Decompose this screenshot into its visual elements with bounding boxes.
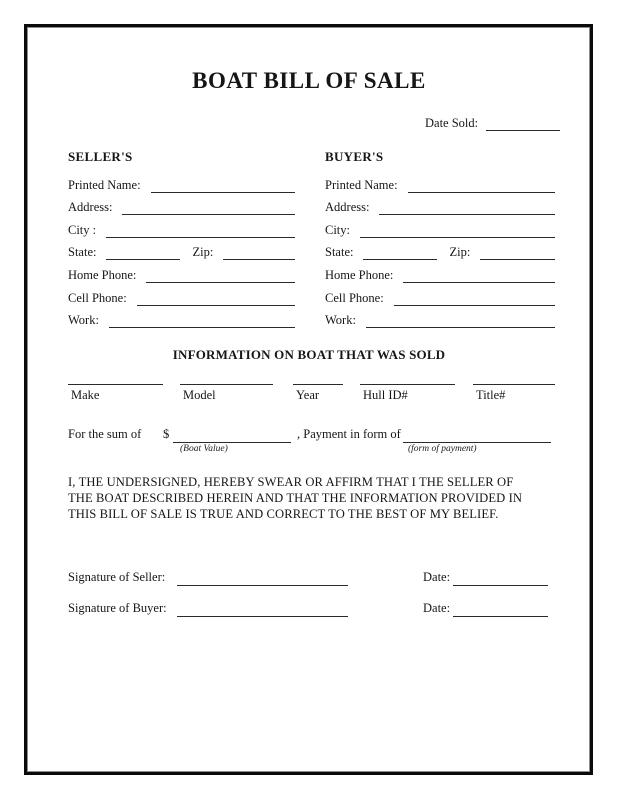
buyer-signature-label: Signature of Buyer: [68, 601, 167, 615]
buyer-printed-name-row [325, 172, 555, 195]
payment-form-field[interactable] [403, 427, 551, 443]
seller-address-field[interactable] [122, 212, 295, 215]
buyer-printed-name-field[interactable] [408, 190, 555, 193]
seller-city-row [68, 217, 295, 240]
buyer-zip-field[interactable] [480, 257, 555, 260]
seller-cell-phone-row [68, 285, 295, 308]
affirmation-paragraph: I, THE UNDERSIGNED, HEREBY SWEAR OR AFFIRM THAT I THE SELLER OF THE BOAT DESCRIBED HEREIN AND THAT THE INFORMATION PROVIDED IN THIS BILL OF SALE IS TRUE AND CORRECT TO THE BEST OF MY BELIEF. [68, 475, 523, 521]
seller-section [68, 149, 295, 330]
buyer-signature-row [68, 601, 555, 618]
seller-state-field[interactable] [106, 257, 180, 260]
buyer-home-phone-field[interactable] [403, 280, 555, 283]
seller-date-label: Date: [423, 570, 451, 584]
dollar-sign: $ [163, 427, 170, 441]
buyer-cell-phone-field[interactable] [394, 303, 555, 306]
seller-zip-label: Zip: [192, 245, 214, 260]
buyer-signature-field[interactable] [177, 601, 348, 617]
seller-address-row [68, 195, 295, 218]
seller-date-field[interactable] [453, 570, 548, 586]
buyer-state-zip-row [325, 240, 555, 263]
buyer-heading: BUYER'S [325, 149, 384, 164]
seller-printed-name-label: Printed Name: [68, 177, 141, 192]
parties-columns [68, 149, 555, 330]
payment-form-label: , Payment in form of [297, 427, 401, 441]
boat-hull-id-cell [360, 383, 455, 403]
buyer-work-row [325, 308, 555, 331]
boat-value-field[interactable] [173, 427, 291, 443]
buyer-city-label: City: [325, 222, 351, 237]
payment-form-note: (form of payment) [408, 444, 477, 454]
date-sold-field[interactable] [486, 117, 560, 131]
buyer-home-phone-row [325, 262, 555, 285]
boat-info-row [68, 383, 555, 403]
buyer-cell-phone-label: Cell Phone: [325, 290, 384, 305]
sum-row [68, 427, 555, 457]
seller-state-zip-row [68, 240, 295, 263]
buyer-work-field[interactable] [366, 325, 555, 328]
seller-city-label: City : [68, 222, 97, 237]
seller-signature-label: Signature of Seller: [68, 570, 166, 584]
buyer-city-row [325, 217, 555, 240]
buyer-section [325, 149, 555, 330]
buyer-work-label: Work: [325, 313, 356, 328]
seller-state-label: State: [68, 245, 97, 260]
buyer-city-field[interactable] [360, 235, 555, 238]
seller-city-field[interactable] [106, 235, 295, 238]
seller-home-phone-row [68, 262, 295, 285]
seller-printed-name-row [68, 172, 295, 195]
buyer-date-field[interactable] [453, 601, 548, 617]
boat-model-label: Model [183, 388, 216, 402]
seller-address-label: Address: [68, 200, 113, 215]
signatures-section [68, 570, 555, 634]
boat-info-heading: INFORMATION ON BOAT THAT WAS SOLD [172, 347, 446, 362]
seller-work-field[interactable] [109, 325, 295, 328]
buyer-home-phone-label: Home Phone: [325, 267, 394, 282]
seller-signature-row [68, 570, 555, 587]
seller-work-label: Work: [68, 313, 99, 328]
date-sold-row [425, 116, 560, 131]
boat-title-number-cell [473, 383, 555, 403]
buyer-state-label: State: [325, 245, 354, 260]
boat-year-cell [293, 383, 343, 403]
document-title: BOAT BILL OF SALE [192, 68, 426, 93]
boat-make-cell [68, 383, 163, 403]
buyer-state-field[interactable] [363, 257, 437, 260]
buyer-printed-name-label: Printed Name: [325, 177, 398, 192]
seller-work-row [68, 308, 295, 331]
date-sold-label: Date Sold: [425, 116, 479, 130]
boat-year-label: Year [296, 388, 320, 402]
seller-cell-phone-label: Cell Phone: [68, 290, 127, 305]
seller-zip-field[interactable] [223, 257, 295, 260]
buyer-address-label: Address: [325, 200, 370, 215]
seller-home-phone-label: Home Phone: [68, 267, 137, 282]
seller-printed-name-field[interactable] [151, 190, 295, 193]
boat-model-cell [180, 383, 273, 403]
boat-hull-id-label: Hull ID# [363, 388, 408, 402]
seller-signature-field[interactable] [177, 570, 348, 586]
seller-cell-phone-field[interactable] [137, 303, 295, 306]
sum-prefix-label: For the sum of [68, 427, 142, 441]
buyer-address-row [325, 195, 555, 218]
seller-home-phone-field[interactable] [146, 280, 295, 283]
buyer-zip-label: Zip: [449, 245, 471, 260]
boat-value-note: (Boat Value) [180, 444, 228, 454]
buyer-address-field[interactable] [379, 212, 555, 215]
buyer-date-label: Date: [423, 601, 451, 615]
boat-make-label: Make [71, 388, 100, 402]
buyer-cell-phone-row [325, 285, 555, 308]
seller-heading: SELLER'S [68, 149, 133, 164]
boat-title-number-label: Title# [476, 388, 506, 402]
